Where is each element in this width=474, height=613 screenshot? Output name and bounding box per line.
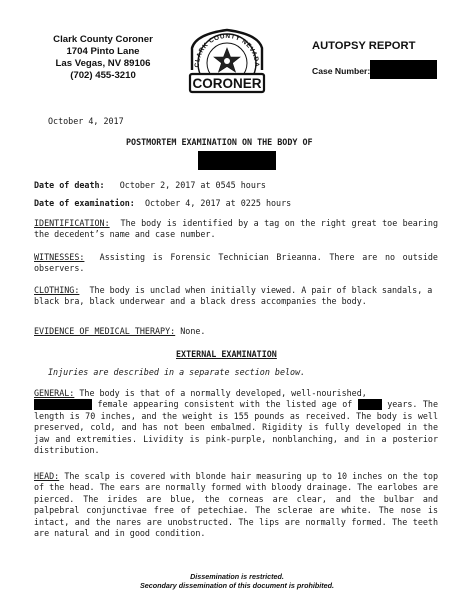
identification-paragraph bbox=[34, 218, 438, 241]
external-examination-heading: EXTERNAL EXAMINATION bbox=[176, 349, 277, 359]
seal-ring-text: CLARK COUNTY NEVADA bbox=[193, 32, 261, 68]
coroner-address-block bbox=[38, 34, 168, 82]
medical-therapy-label: EVIDENCE OF MEDICAL THERAPY: bbox=[34, 326, 176, 336]
general-paragraph bbox=[34, 388, 438, 456]
identification-text: The body is identified by a tag on the right great toe bearing the decedent’s name and case number. bbox=[34, 218, 438, 240]
witnesses-label: WITNESSES: bbox=[34, 252, 85, 262]
clothing-paragraph bbox=[34, 285, 438, 308]
footer-line-2: Secondary dissemination of this document is prohibited. bbox=[139, 581, 335, 591]
office-phone: (702) 455-3210 bbox=[70, 70, 136, 81]
injuries-note: Injuries are described in a separate section below. bbox=[48, 367, 306, 377]
decedent-name-redaction bbox=[198, 151, 276, 170]
seal-banner-text: CORONER bbox=[192, 76, 262, 91]
general-text-3: years. The length is 70 inches, and the weight is 155 pounds as received. The body is well preserved, cold, and has not been embalmed. Rigidity is fully developed in the jaw and extremities. Lividity is pink-purple, nonblanching, and in a posterior distribution. bbox=[34, 399, 439, 456]
medical-therapy-text: None. bbox=[180, 326, 206, 336]
general-label: GENERAL: bbox=[34, 388, 75, 398]
office-street: 1704 Pinto Lane bbox=[66, 46, 140, 57]
date-of-death-label: Date of death: bbox=[34, 180, 105, 190]
date-of-exam-line bbox=[34, 198, 291, 209]
clothing-label: CLOTHING: bbox=[34, 285, 80, 295]
footer-line-1: Dissemination is restricted. bbox=[190, 572, 284, 581]
case-number-redaction bbox=[370, 60, 437, 79]
head-text: The scalp is covered with blonde hair measuring up to 10 inches on the top of the head. The ears are normally formed with bloody drainage. The earlobes are pierced. The irides are blue, the corneas are clear, and the bulbar and palpebral conjunctivae free of petechiae. The sclerae are white. The nose is intact, and the nares are unobstructed. The lips are normally formed. The teeth are natural and in good condition. bbox=[34, 471, 439, 539]
age-redaction bbox=[358, 399, 382, 410]
report-title: AUTOPSY REPORT bbox=[312, 40, 416, 52]
date-of-exam-value: October 4, 2017 at 0225 hours bbox=[144, 198, 292, 208]
postmortem-title: POSTMORTEM EXAMINATION ON THE BODY OF bbox=[126, 137, 313, 147]
date-of-exam-label: Date of examination: bbox=[34, 198, 135, 208]
witnesses-text: Assisting is Forensic Technician Brieanna. There are no outside observers. bbox=[34, 252, 438, 274]
general-text-1: The body is that of a normally developed, well-nourished, bbox=[79, 388, 367, 398]
head-paragraph bbox=[34, 471, 438, 539]
identification-label: IDENTIFICATION: bbox=[34, 218, 110, 228]
coroner-seal-logo bbox=[186, 26, 268, 94]
office-name: Clark County Coroner bbox=[53, 34, 153, 45]
general-text-2: female appearing consistent with the listed age of bbox=[97, 399, 353, 410]
office-city: Las Vegas, NV 89106 bbox=[55, 58, 151, 69]
report-date: October 4, 2017 bbox=[48, 116, 124, 126]
witnesses-paragraph bbox=[34, 252, 438, 275]
case-number-label: Case Number: bbox=[312, 66, 371, 76]
sex-age-redaction bbox=[34, 399, 92, 410]
head-label: HEAD: bbox=[34, 471, 60, 481]
clothing-text: The body is unclad when initially viewed. A pair of black sandals, a black bra, black underwear and a black dress accompanies the body. bbox=[34, 285, 433, 307]
medical-therapy-paragraph bbox=[34, 326, 438, 337]
date-of-death-value: October 2, 2017 at 0545 hours bbox=[119, 180, 266, 190]
dissemination-footer bbox=[0, 572, 474, 591]
date-of-death-line bbox=[34, 180, 266, 191]
